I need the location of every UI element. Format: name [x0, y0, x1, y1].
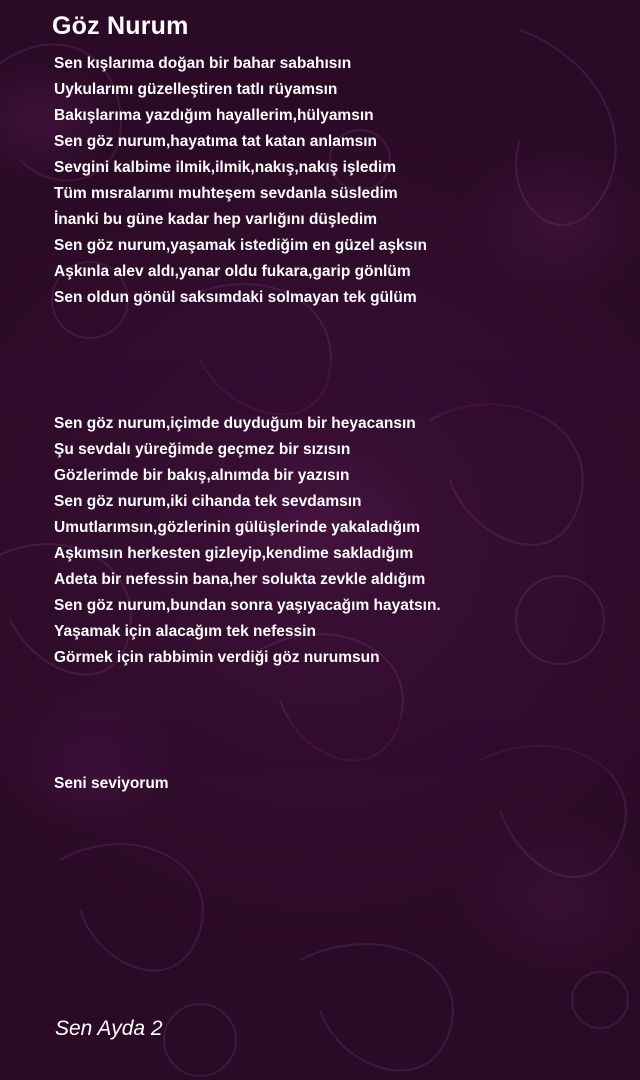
poem-line: Sevgini kalbime ilmik,ilmik,nakış,nakış işledim — [54, 159, 397, 176]
poem-line: Umutlarımsın,gözlerinin gülüşlerinde yakaladığım — [54, 519, 421, 536]
poem-line: Uykularımı güzelleştiren tatlı rüyamsın — [54, 81, 338, 98]
poem-line: Aşkımsın herkesten gizleyip,kendime sakladığım — [54, 545, 414, 562]
poem-line: Sen göz nurum,bundan sonra yaşıyacağım hayatsın. — [54, 597, 441, 614]
poem-line: Sen göz nurum,hayatıma tat katan anlamsın — [54, 133, 377, 150]
section-band — [0, 718, 640, 774]
poem-line: Aşkınla alev aldı,yanar oldu fukara,garip gönlüm — [54, 263, 411, 280]
poem-line: Sen göz nurum,yaşamak istediğim en güzel aşksın — [54, 237, 427, 254]
poem-line: Adeta bir nefessin bana,her solukta zevkle aldığım — [54, 571, 426, 588]
stanza-3 — [54, 771, 169, 797]
poem-line: Sen kışlarıma doğan bir bahar sabahısın — [54, 55, 352, 72]
stanza-1 — [54, 51, 427, 311]
poem-line: İnanki bu güne kadar hep varlığını düşledim — [54, 211, 377, 228]
stanza-2 — [54, 411, 441, 671]
poem-line: Bakışlarıma yazdığım hayallerim,hülyamsın — [54, 107, 374, 124]
poem-line: Sen oldun gönül saksımdaki solmayan tek gülüm — [54, 289, 417, 306]
poem-line: Yaşamak için alacağım tek nefessin — [54, 623, 316, 640]
poem-line: Gözlerimde bir bakış,alnımda bir yazısın — [54, 467, 350, 484]
poem-line: Sen göz nurum,iki cihanda tek sevdamsın — [54, 493, 362, 510]
poem-line: Görmek için rabbimin verdiği göz nurumsun — [54, 649, 380, 666]
poem-title: Göz Nurum — [52, 12, 189, 40]
poem-line: Sen göz nurum,içimde duyduğum bir heyacansın — [54, 415, 416, 432]
poem-author: Sen Ayda 2 — [55, 1017, 163, 1040]
poem-line: Şu sevdalı yüreğimde geçmez bir sızısın — [54, 441, 351, 458]
poem-line: Tüm mısralarımı muhteşem sevdanla süsledim — [54, 185, 398, 202]
poem-line: Seni seviyorum — [54, 775, 169, 792]
section-band — [0, 360, 640, 416]
